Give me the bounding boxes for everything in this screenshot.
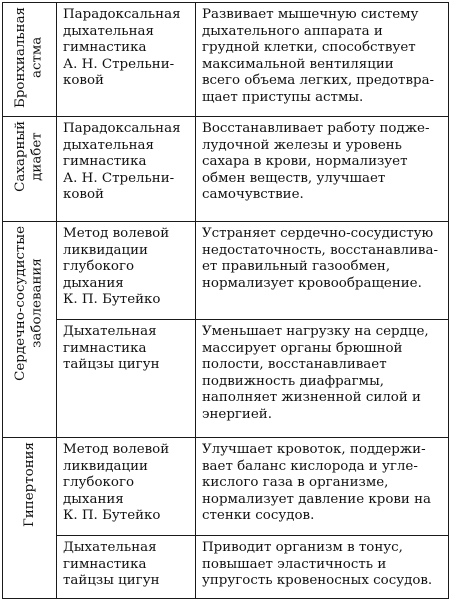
method-cell: Метод волевой ликвидации глубокого дыхания К. П. Бутейко xyxy=(57,438,196,536)
disease-label: Сахарный диабет xyxy=(13,121,45,192)
table-row xyxy=(3,320,449,438)
disease-cell xyxy=(3,438,57,599)
table-row xyxy=(3,117,449,222)
method-cell: Дыхательная гимнастика тайцзы цигун xyxy=(57,536,196,599)
disease-cell xyxy=(3,117,57,222)
table-row xyxy=(3,222,449,320)
effect-cell: Развивает мышечную систему дыхательного аппарата и грудной клетки, способствует максимальной вентиляции всего объема легких, предотвра- щает приступы астмы. xyxy=(196,3,449,117)
effect-cell: Уменьшает нагрузку на сердце, массирует органы брюшной полости, восстанавливает подвижность диафрагмы, наполняет жизненной силой и энергией. xyxy=(196,320,449,438)
method-cell: Парадоксальная дыхательная гимнастика А. Н. Стрельни- ковой xyxy=(57,3,196,117)
effect-cell: Приводит организм в тонус, повышает эластичность и упругость кровеносных сосудов. xyxy=(196,536,449,599)
table-row xyxy=(3,3,449,117)
disease-label: Бронхиальная астма xyxy=(13,7,45,109)
method-cell: Метод волевой ликвидации глубокого дыхания К. П. Бутейко xyxy=(57,222,196,320)
disease-cell xyxy=(3,3,57,117)
effect-cell: Устраняет сердечно-сосудистую недостаточность, восстанавлива- ет правильный газообмен, нормализует кровообращение. xyxy=(196,222,449,320)
effect-cell: Восстанавливает работу подже- лудочной железы и уровень сахара в крови, нормализует обмен веществ, улучшает самочувствие. xyxy=(196,117,449,222)
method-cell: Дыхательная гимнастика тайцзы цигун xyxy=(57,320,196,438)
table-row xyxy=(3,536,449,599)
disease-label: Сердечно-сосудистые заболевания xyxy=(13,226,45,381)
table-row xyxy=(3,438,449,536)
disease-label: Гипертония xyxy=(21,442,37,527)
effect-cell: Улучшает кровоток, поддержи- вает баланс кислорода и угле- кислого газа в организме, нормализует давление крови на стенки сосудов. xyxy=(196,438,449,536)
breathing-methods-table xyxy=(2,2,449,599)
disease-cell xyxy=(3,222,57,438)
method-cell: Парадоксальная дыхательная гимнастика А. Н. Стрельни- ковой xyxy=(57,117,196,222)
